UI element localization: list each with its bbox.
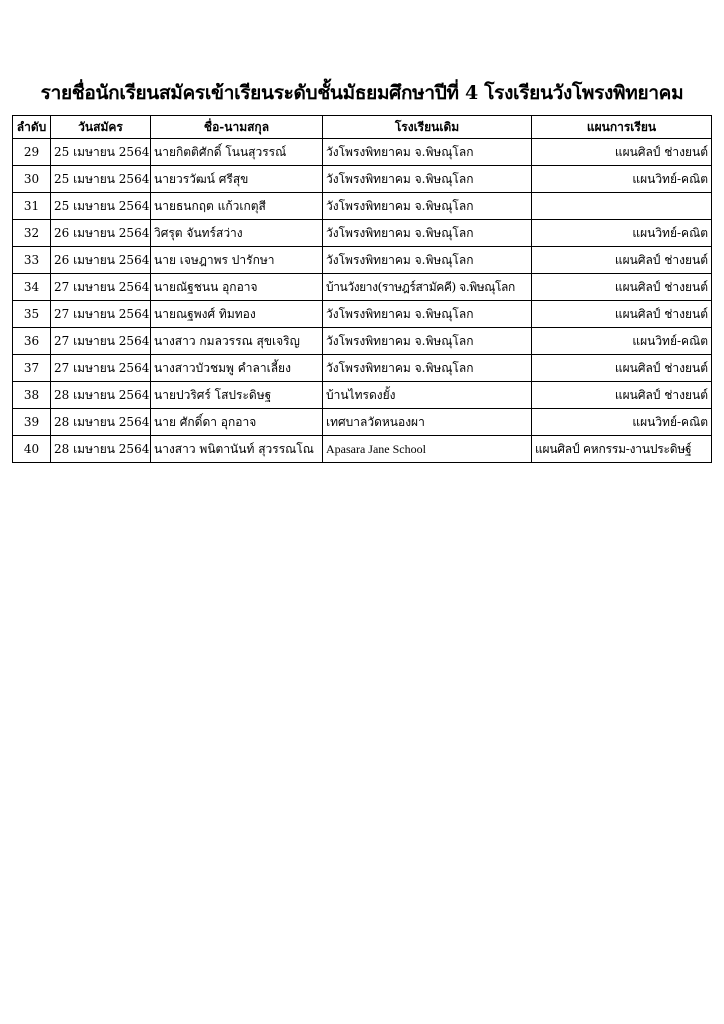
- header-no: ลำดับ: [13, 116, 51, 139]
- header-row: [13, 116, 712, 139]
- cell-plan: แผนศิลป์ ช่างยนต์: [532, 139, 712, 166]
- cell-school: Apasara Jane School: [323, 436, 532, 463]
- table-row: [13, 247, 712, 274]
- cell-no: 36: [13, 328, 51, 355]
- cell-date: 27 เมษายน 2564: [51, 301, 151, 328]
- cell-no: 39: [13, 409, 51, 436]
- header-plan: แผนการเรียน: [532, 116, 712, 139]
- cell-name: นายกิตติศักดิ์ โนนสุวรรณ์: [151, 139, 323, 166]
- cell-name: นาย เจษฎาพร ปารักษา: [151, 247, 323, 274]
- cell-school: วังโพรงพิทยาคม จ.พิษณุโลก: [323, 193, 532, 220]
- table-row: [13, 139, 712, 166]
- cell-school: วังโพรงพิทยาคม จ.พิษณุโลก: [323, 139, 532, 166]
- header-school: โรงเรียนเดิม: [323, 116, 532, 139]
- cell-name: นายธนกฤต แก้วเกตุสี: [151, 193, 323, 220]
- cell-school: บ้านไทรดงยั้ง: [323, 382, 532, 409]
- header-name: ชื่อ-นามสกุล: [151, 116, 323, 139]
- cell-date: 25 เมษายน 2564: [51, 139, 151, 166]
- cell-plan: แผนศิลป์ ช่างยนต์: [532, 382, 712, 409]
- cell-plan: แผนวิทย์-คณิต: [532, 328, 712, 355]
- cell-plan: แผนศิลป์ ช่างยนต์: [532, 301, 712, 328]
- cell-no: 34: [13, 274, 51, 301]
- table-row: [13, 220, 712, 247]
- cell-name: นางสาว กมลวรรณ สุขเจริญ: [151, 328, 323, 355]
- table-body: [13, 139, 712, 463]
- cell-date: 27 เมษายน 2564: [51, 274, 151, 301]
- cell-name: นายณฐพงศ์ ทิมทอง: [151, 301, 323, 328]
- cell-no: 40: [13, 436, 51, 463]
- cell-name: นาย ศักดิ์ดา อุกอาจ: [151, 409, 323, 436]
- table-row: [13, 193, 712, 220]
- cell-plan: แผนศิลป์ คหกรรม-งานประดิษฐ์: [532, 436, 712, 463]
- cell-no: 32: [13, 220, 51, 247]
- cell-plan: แผนวิทย์-คณิต: [532, 220, 712, 247]
- cell-no: 33: [13, 247, 51, 274]
- cell-name: นางสาว พนิตานันท์ สุวรรณโณ: [151, 436, 323, 463]
- table-row: [13, 355, 712, 382]
- applicant-table: [12, 115, 712, 463]
- cell-school: วังโพรงพิทยาคม จ.พิษณุโลก: [323, 247, 532, 274]
- table-row: [13, 328, 712, 355]
- cell-date: 28 เมษายน 2564: [51, 382, 151, 409]
- cell-school: วังโพรงพิทยาคม จ.พิษณุโลก: [323, 355, 532, 382]
- cell-plan: แผนศิลป์ ช่างยนต์: [532, 247, 712, 274]
- table-header: [13, 116, 712, 139]
- cell-no: 29: [13, 139, 51, 166]
- cell-school: เทศบาลวัดหนองผา: [323, 409, 532, 436]
- cell-date: 27 เมษายน 2564: [51, 355, 151, 382]
- cell-school: วังโพรงพิทยาคม จ.พิษณุโลก: [323, 166, 532, 193]
- cell-name: นายวรวัฒน์ ศรีสุข: [151, 166, 323, 193]
- cell-no: 38: [13, 382, 51, 409]
- table-row: [13, 436, 712, 463]
- cell-no: 31: [13, 193, 51, 220]
- cell-name: วิศรุต จันทร์สว่าง: [151, 220, 323, 247]
- header-date: วันสมัคร: [51, 116, 151, 139]
- cell-no: 30: [13, 166, 51, 193]
- document-title: รายชื่อนักเรียนสมัครเข้าเรียนระดับชั้นมัธยมศึกษาปีที่ 4 โรงเรียนวังโพรงพิทยาคม: [40, 82, 684, 104]
- table-row: [13, 301, 712, 328]
- cell-date: 27 เมษายน 2564: [51, 328, 151, 355]
- table-row: [13, 382, 712, 409]
- cell-plan: แผนศิลป์ ช่างยนต์: [532, 355, 712, 382]
- cell-date: 25 เมษายน 2564: [51, 166, 151, 193]
- cell-plan: แผนวิทย์-คณิต: [532, 409, 712, 436]
- cell-plan: แผนศิลป์ ช่างยนต์: [532, 274, 712, 301]
- cell-date: 25 เมษายน 2564: [51, 193, 151, 220]
- cell-date: 26 เมษายน 2564: [51, 247, 151, 274]
- cell-no: 37: [13, 355, 51, 382]
- cell-date: 28 เมษายน 2564: [51, 409, 151, 436]
- cell-school: วังโพรงพิทยาคม จ.พิษณุโลก: [323, 301, 532, 328]
- cell-no: 35: [13, 301, 51, 328]
- cell-name: นางสาวบัวชมพู คำลาเลี้ยง: [151, 355, 323, 382]
- table-row: [13, 409, 712, 436]
- cell-school: วังโพรงพิทยาคม จ.พิษณุโลก: [323, 220, 532, 247]
- cell-plan: แผนวิทย์-คณิต: [532, 166, 712, 193]
- cell-name: นายปวริศร์ โสประดิษฐ: [151, 382, 323, 409]
- cell-school: วังโพรงพิทยาคม จ.พิษณุโลก: [323, 328, 532, 355]
- cell-name: นายณัฐชนน อุกอาจ: [151, 274, 323, 301]
- cell-date: 28 เมษายน 2564: [51, 436, 151, 463]
- table-row: [13, 166, 712, 193]
- table-row: [13, 274, 712, 301]
- cell-date: 26 เมษายน 2564: [51, 220, 151, 247]
- cell-school: บ้านวังยาง(ราษฎร์สามัคคี) จ.พิษณุโลก: [323, 274, 532, 301]
- cell-plan: [532, 193, 712, 220]
